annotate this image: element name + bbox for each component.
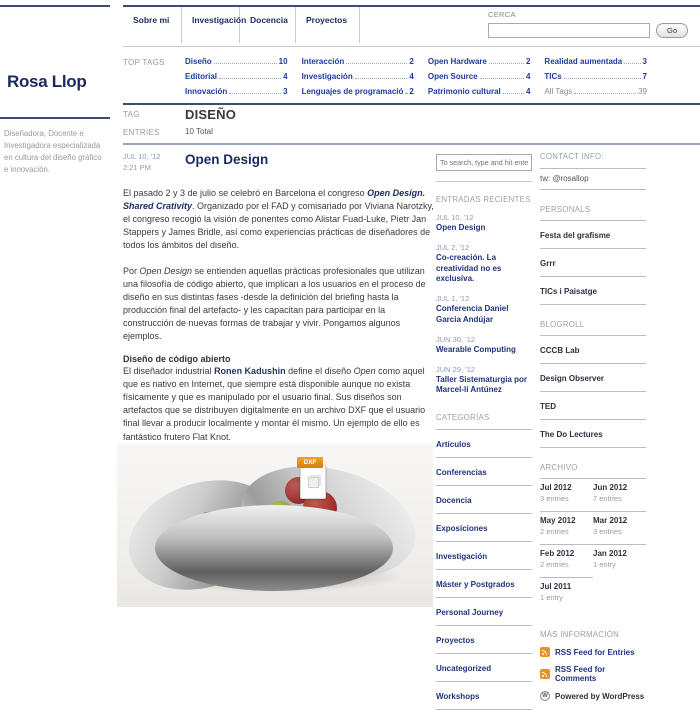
tag-column	[544, 57, 647, 102]
entry-title[interactable]: Co-creación. La creatividad no es exclusiva.	[436, 252, 502, 284]
category-proyectos[interactable]: Proyectos	[436, 636, 475, 646]
categories-header: CATEGORÍAS	[436, 413, 490, 423]
dotted-leader	[489, 57, 524, 64]
search-go-button[interactable]: Go	[656, 23, 688, 38]
rss-feed-comments-link[interactable]: RSS Feed for Comments	[555, 665, 606, 683]
tag-open-source[interactable]	[428, 72, 531, 87]
archive-row	[540, 544, 646, 577]
text-bold: Ronen Kadushin	[214, 366, 286, 377]
article-date-time: 2:21 PM	[123, 162, 151, 172]
archive-count: 1 entry	[593, 560, 616, 569]
rss-comments-row	[540, 665, 646, 683]
blogroll-ted[interactable]: TED	[540, 402, 556, 411]
personal-grrr[interactable]: Grrr	[540, 259, 556, 268]
divider	[0, 117, 110, 119]
archive-cell	[540, 549, 593, 569]
archive-feb-2012[interactable]: Feb 2012	[540, 549, 575, 558]
recent-entry	[436, 243, 532, 285]
entry-date: JUN 30, '12	[436, 334, 475, 344]
rss-icon	[540, 669, 550, 679]
site-title[interactable]: Rosa Llop	[7, 72, 87, 91]
rss-feed-entries-link[interactable]: RSS Feed for Entries	[555, 647, 635, 657]
tag-investigacion[interactable]	[302, 72, 414, 87]
dotted-leader	[405, 87, 407, 94]
blogroll-header: BLOGROLL	[540, 320, 585, 329]
category-personal-journey[interactable]: Personal Journey	[436, 608, 504, 618]
bowl-front	[155, 505, 393, 591]
tag-count: 39	[638, 87, 647, 96]
site-tagline: Diseñadora, Docente e Investigadora especializada en cultura del diseño gráfico e innovación.	[4, 129, 102, 175]
article-title[interactable]: Open Design	[185, 152, 269, 167]
article-image	[117, 443, 433, 607]
blogroll-do-lectures[interactable]: The Do Lectures	[540, 430, 603, 439]
category-uncategorized[interactable]: Uncategorized	[436, 664, 492, 674]
top-tags-label: TOP TAGS	[123, 58, 165, 67]
category-conferencias[interactable]: Conferencias	[436, 468, 487, 478]
dotted-leader	[214, 57, 277, 64]
archive-grid	[540, 478, 646, 610]
archive-jul-2012[interactable]: Jul 2012	[540, 483, 572, 492]
archive-count: 1 entry	[540, 593, 563, 602]
dxf-page-icon	[300, 465, 326, 499]
header-search	[488, 10, 677, 35]
entries-count: 10 Total	[185, 127, 213, 136]
archive-count: 2 entries	[540, 527, 569, 536]
cube-icon	[308, 477, 319, 488]
nav-item-docencia[interactable]: Docencia	[240, 7, 296, 43]
tag-count: 2	[409, 87, 414, 96]
text: se entienden aquellas prácticas profesionales que utilizan una filosofía de código abierto, que implican a los usuarios en el proceso de diseño en sus distintas fases -desde la definición del briefing hasta la producción final del artefacto- y les capacitan para participar en la construcción de nuevas formas de trabajar y vivir. Pongamos algunos ejemplos.	[123, 265, 426, 342]
right-column	[540, 152, 646, 701]
dotted-leader	[346, 57, 407, 64]
list-item	[436, 457, 532, 485]
category-workshops[interactable]: Workshops	[436, 692, 480, 702]
entry-date: JUL 1, '12	[436, 294, 470, 304]
tag-name: Interacción	[301, 57, 345, 66]
dotted-leader	[564, 72, 641, 79]
tag-count: 10	[278, 57, 288, 66]
archive-row	[540, 577, 646, 610]
categories-list	[436, 429, 532, 710]
personal-tics-paisatge[interactable]: TICs i Paisatge	[540, 287, 597, 296]
tag-count: 2	[525, 57, 531, 66]
top-tags-grid	[185, 57, 647, 102]
tag-label: TAG	[123, 110, 140, 119]
text: . Organizado por el FAD y comisariado por Viviana Narotzky, el congreso recogió la visión de ponentes como Alistar Fuad-Luke, Pietr Jan Stappers y James Bridle, así como experiencias prácticas de diseñadores de todos los ámbitos del diseño.	[123, 200, 434, 250]
article-paragraph	[123, 187, 435, 252]
list-item	[436, 625, 532, 653]
powered-by-row	[540, 691, 646, 701]
archive-count: 3 entries	[540, 494, 569, 503]
tag-count: 2	[409, 57, 414, 66]
tag-innovacion[interactable]	[185, 87, 288, 102]
tag-count: 4	[525, 72, 531, 81]
tag-realidad-aumentada[interactable]	[544, 57, 647, 72]
nav-item-proyectos[interactable]: Proyectos	[296, 7, 360, 43]
tag-name: TICs	[544, 72, 562, 81]
tag-name: Open Source	[427, 72, 478, 81]
list-item	[436, 597, 532, 625]
divider	[436, 181, 532, 182]
dotted-leader	[229, 87, 281, 94]
rss-entries-row	[540, 647, 646, 657]
tag-count: 3	[283, 87, 288, 96]
category-exposiciones[interactable]: Exposiciones	[436, 524, 488, 534]
recent-entry	[436, 294, 532, 326]
article-date	[123, 152, 185, 174]
powered-by-wordpress-link[interactable]: Powered by WordPress	[555, 691, 645, 701]
archive-cell	[540, 516, 593, 536]
entries-label: ENTRIES	[123, 128, 160, 137]
dotted-leader	[355, 72, 408, 79]
recent-entry	[436, 365, 532, 397]
archive-jan-2012[interactable]: Jan 2012	[593, 549, 627, 558]
list-item	[436, 429, 532, 457]
personals-list	[540, 220, 646, 305]
archive-may-2012[interactable]: May 2012	[540, 516, 576, 525]
dxf-file-icon[interactable]	[297, 457, 327, 501]
category-master[interactable]: Máster y Postgrados	[436, 580, 515, 590]
article-header	[123, 152, 435, 174]
list-item	[540, 220, 646, 248]
dotted-leader	[480, 72, 524, 79]
blogroll-design-observer[interactable]: Design Observer	[540, 374, 605, 383]
list-item	[436, 681, 532, 710]
entry-date: JUN 29, '12	[436, 364, 475, 374]
list-item	[436, 569, 532, 597]
archive-cell	[593, 549, 646, 569]
text: El pasado 2 y 3 de julio se celebró en Barcelona el congreso	[123, 187, 368, 198]
article-subheading: Diseño de código abierto	[123, 354, 231, 365]
tag-count: 7	[642, 72, 647, 81]
tag-patrimonio[interactable]	[428, 87, 531, 102]
category-articulos[interactable]: Artículos	[436, 440, 471, 450]
dxf-badge: DXF	[297, 457, 323, 468]
archive-jun-2012[interactable]: Jun 2012	[593, 483, 628, 492]
rss-icon	[540, 647, 550, 657]
main-nav	[123, 7, 360, 43]
recent-entry	[436, 213, 532, 234]
list-item	[540, 248, 646, 276]
dotted-leader	[624, 57, 640, 64]
list-item	[540, 276, 646, 305]
wordpress-icon: W	[540, 691, 550, 701]
recent-entries-header: ENTRADAS RECIENTES	[436, 195, 531, 204]
middle-column	[436, 152, 532, 710]
tag-name: Investigación	[301, 72, 353, 81]
tag-column	[185, 57, 288, 102]
more-info-header: MÁS INFORMACIÓN	[540, 630, 620, 639]
nav-item-sobre-mi[interactable]: Sobre mi	[123, 7, 182, 43]
tag-name: Patrimonio cultural	[427, 87, 501, 96]
article-date-day: JUL 10, '12	[123, 152, 161, 161]
archive-cell	[593, 516, 646, 536]
personal-festa[interactable]: Festa del grafisme	[540, 231, 611, 240]
list-item	[540, 363, 646, 391]
recent-entry	[436, 335, 532, 356]
tag-all-tags[interactable]	[544, 87, 647, 102]
dotted-leader	[574, 87, 636, 94]
page-title: DISEÑO	[185, 107, 237, 122]
archive-cell	[593, 483, 646, 503]
tag-name: Open Hardware	[427, 57, 487, 66]
tag-name: Editorial	[185, 72, 218, 81]
entry-title[interactable]: Conferencia Daniel Garcia Andújar	[436, 304, 509, 324]
archive-count: 3 entries	[593, 527, 622, 536]
list-item	[540, 391, 646, 419]
entry-date: JUL 10, '12	[436, 213, 474, 222]
tag-name: Lenguajes de programació	[301, 87, 404, 96]
tag-column	[302, 57, 414, 102]
tag-open-hardware[interactable]	[428, 57, 531, 72]
category-investigacion[interactable]: Investigación	[436, 552, 488, 562]
tag-count: 4	[409, 72, 414, 81]
list-item	[436, 541, 532, 569]
blogroll-list	[540, 335, 646, 448]
archive-cell	[540, 577, 593, 602]
category-docencia[interactable]: Docencia	[436, 496, 472, 506]
list-item	[436, 653, 532, 681]
tag-lenguajes[interactable]	[302, 87, 414, 102]
tag-name: Innovación	[185, 87, 228, 96]
archive-cell	[540, 483, 593, 503]
list-item	[540, 419, 646, 448]
tag-editorial[interactable]	[185, 72, 288, 87]
entry-date: JUL 2, '12	[436, 242, 470, 252]
list-item	[540, 335, 646, 363]
search-label: CERCA	[488, 10, 516, 19]
dotted-leader	[503, 87, 524, 94]
tag-count: 4	[283, 72, 288, 81]
text: como aquel que es nativo en Internet, que siempre está disponible aunque no exista físicamente y que es manipulado por el usuario final. Sus diseños son artefactos que se distribuyen digitalmente en un archivo DXF que el usuario final llevar a producir localmente y montar él mismo. Un ejemplo de ello es fantástico frutero Flat Knot.	[123, 366, 426, 442]
entry-title[interactable]: Wearable Computing	[436, 344, 516, 354]
blog-search-input[interactable]	[436, 154, 532, 171]
list-item	[436, 513, 532, 541]
tag-count: 4	[525, 87, 531, 96]
tag-name: Diseño	[185, 57, 212, 66]
article-paragraph	[123, 265, 435, 343]
tag-interaccion[interactable]	[302, 57, 414, 72]
entry-title[interactable]: Open Design	[436, 223, 486, 232]
contact-twitter[interactable]: tw: @rosallop	[540, 168, 646, 190]
article	[123, 152, 435, 444]
divider	[123, 143, 700, 145]
archive-mar-2012[interactable]: Mar 2012	[593, 516, 628, 525]
divider	[123, 103, 700, 105]
tag-column	[428, 57, 531, 102]
text: define el diseño	[285, 366, 354, 377]
text: Por	[123, 265, 140, 276]
archive-count: 2 entries	[540, 560, 569, 569]
blogroll-cccb-lab[interactable]: CCCB Lab	[540, 346, 580, 355]
dotted-leader	[219, 72, 281, 79]
archive-header: ARCHIVO	[540, 463, 578, 472]
archive-jul-2011[interactable]: Jul 2011	[540, 582, 572, 591]
tag-name: Realidad aumentada	[544, 57, 623, 66]
tag-diseno[interactable]	[185, 57, 288, 72]
text-italic: Open	[353, 366, 376, 377]
contact-info-header: CONTACT INFO:	[540, 152, 604, 161]
personals-header: PERSONALS	[540, 205, 591, 214]
tag-tics[interactable]	[544, 72, 647, 87]
archive-row	[540, 478, 646, 511]
text: El diseñador industrial	[123, 366, 215, 377]
archive-row	[540, 511, 646, 544]
text-bold-italic: Open Design. Shared Crativity	[123, 187, 426, 211]
tag-name: All Tags	[544, 87, 573, 96]
nav-item-investigacion[interactable]: Investigación	[182, 7, 240, 43]
article-paragraph	[123, 365, 435, 443]
tag-count: 3	[642, 57, 647, 66]
divider	[0, 5, 110, 7]
text-italic: Open Design	[139, 265, 193, 276]
header-search-input[interactable]	[488, 23, 650, 38]
list-item	[436, 485, 532, 513]
entry-title[interactable]: Taller Sistematurgia por Marcel-lí Antúnez	[436, 374, 527, 395]
divider	[123, 46, 700, 47]
archive-count: 7 entries	[593, 494, 622, 503]
